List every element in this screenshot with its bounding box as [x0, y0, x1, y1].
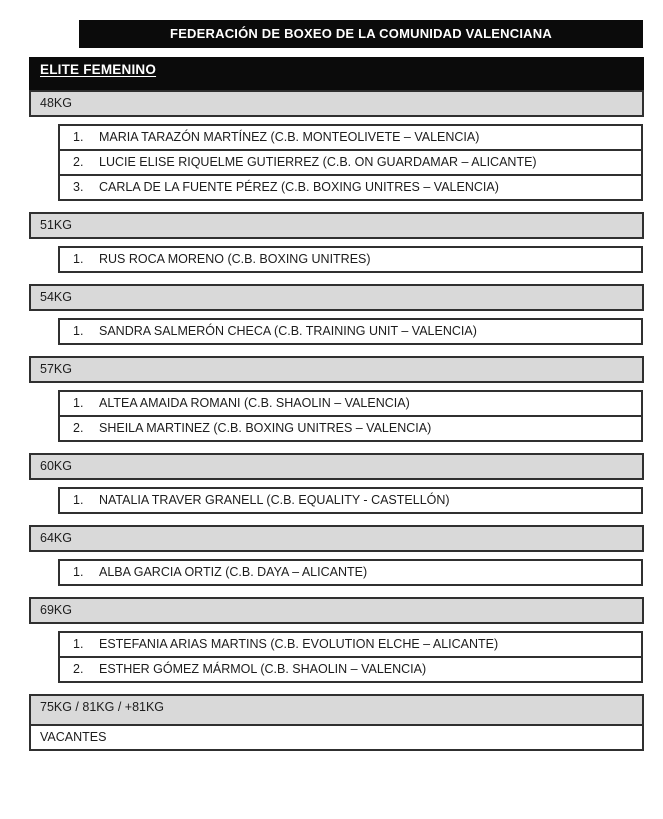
weight-label: 57KG	[40, 362, 72, 376]
entry-text: MARIA TARAZÓN MARTÍNEZ (C.B. MONTEOLIVETE – VALENCIA)	[99, 130, 480, 144]
entry-text: ESTEFANIA ARIAS MARTINS (C.B. EVOLUTION ELCHE – ALICANTE)	[99, 637, 499, 651]
entries-box-57kg	[58, 390, 643, 442]
entry-row	[60, 417, 641, 440]
entry-number: 1.	[73, 396, 84, 410]
entry-row	[60, 151, 641, 176]
entry-text: LUCIE ELISE RIQUELME GUTIERREZ (C.B. ON GUARDAMAR – ALICANTE)	[99, 155, 537, 169]
entry-number: 1.	[73, 565, 84, 579]
weight-category-bar-69kg	[29, 597, 644, 624]
weight-category-bar-64kg	[29, 525, 644, 552]
vacantes-label: VACANTES	[40, 730, 107, 744]
weight-label: 60KG	[40, 459, 72, 473]
entries-box-69kg	[58, 631, 643, 683]
entry-text: SHEILA MARTINEZ (C.B. BOXING UNITRES – VALENCIA)	[99, 421, 432, 435]
weight-label: 69KG	[40, 603, 72, 617]
document-body	[29, 57, 644, 751]
entry-text: ALBA GARCIA ORTIZ (C.B. DAYA – ALICANTE)	[99, 565, 368, 579]
entry-number: 3.	[73, 180, 84, 194]
weight-category-bar-48kg	[29, 90, 644, 117]
entries-box-48kg	[58, 124, 643, 201]
entry-row	[60, 176, 641, 199]
entries-box-64kg	[58, 559, 643, 586]
entry-text: RUS ROCA MORENO (C.B. BOXING UNITRES)	[99, 252, 371, 266]
entry-number: 2.	[73, 662, 84, 676]
entry-row	[60, 126, 641, 151]
entry-row	[60, 320, 641, 343]
entry-number: 1.	[73, 637, 84, 651]
federation-title: FEDERACIÓN DE BOXEO DE LA COMUNIDAD VALENCIANA	[170, 26, 552, 41]
entry-number: 2.	[73, 421, 84, 435]
entry-row	[60, 658, 641, 681]
weight-category-bar-51kg	[29, 212, 644, 239]
weight-category-bar-60kg	[29, 453, 644, 480]
entries-box-60kg	[58, 487, 643, 514]
weight-label: 48KG	[40, 96, 72, 110]
entry-text: NATALIA TRAVER GRANELL (C.B. EQUALITY - CASTELLÓN)	[99, 493, 450, 507]
weight-category-bar-57kg	[29, 356, 644, 383]
weight-label: 54KG	[40, 290, 72, 304]
entry-row	[60, 248, 641, 271]
entry-number: 1.	[73, 324, 84, 338]
entry-text: ALTEA AMAIDA ROMANI (C.B. SHAOLIN – VALENCIA)	[99, 396, 410, 410]
entry-text: ESTHER GÓMEZ MÁRMOL (C.B. SHAOLIN – VALENCIA)	[99, 662, 427, 676]
entry-number: 2.	[73, 155, 84, 169]
entry-number: 1.	[73, 130, 84, 144]
entry-row	[60, 633, 641, 658]
vacantes-row	[29, 724, 644, 751]
weight-label: 64KG	[40, 531, 72, 545]
entry-text: SANDRA SALMERÓN CHECA (C.B. TRAINING UNIT – VALENCIA)	[99, 324, 477, 338]
entries-box-51kg	[58, 246, 643, 273]
entry-number: 1.	[73, 493, 84, 507]
weight-label: 51KG	[40, 218, 72, 232]
weight-category-bar-75kg-81kg-plus81kg	[29, 694, 644, 726]
weight-label: 75KG / 81KG / +81KG	[40, 700, 165, 714]
section-title: ELITE FEMENINO	[40, 62, 157, 77]
entry-row	[60, 561, 641, 584]
entry-number: 1.	[73, 252, 84, 266]
entry-text: CARLA DE LA FUENTE PÉREZ (C.B. BOXING UNITRES – VALENCIA)	[99, 180, 499, 194]
federation-title-bar	[79, 20, 643, 48]
entry-row	[60, 489, 641, 512]
section-header-elite-femenino	[29, 57, 644, 90]
entry-row	[60, 392, 641, 417]
entries-box-54kg	[58, 318, 643, 345]
weight-category-bar-54kg	[29, 284, 644, 311]
